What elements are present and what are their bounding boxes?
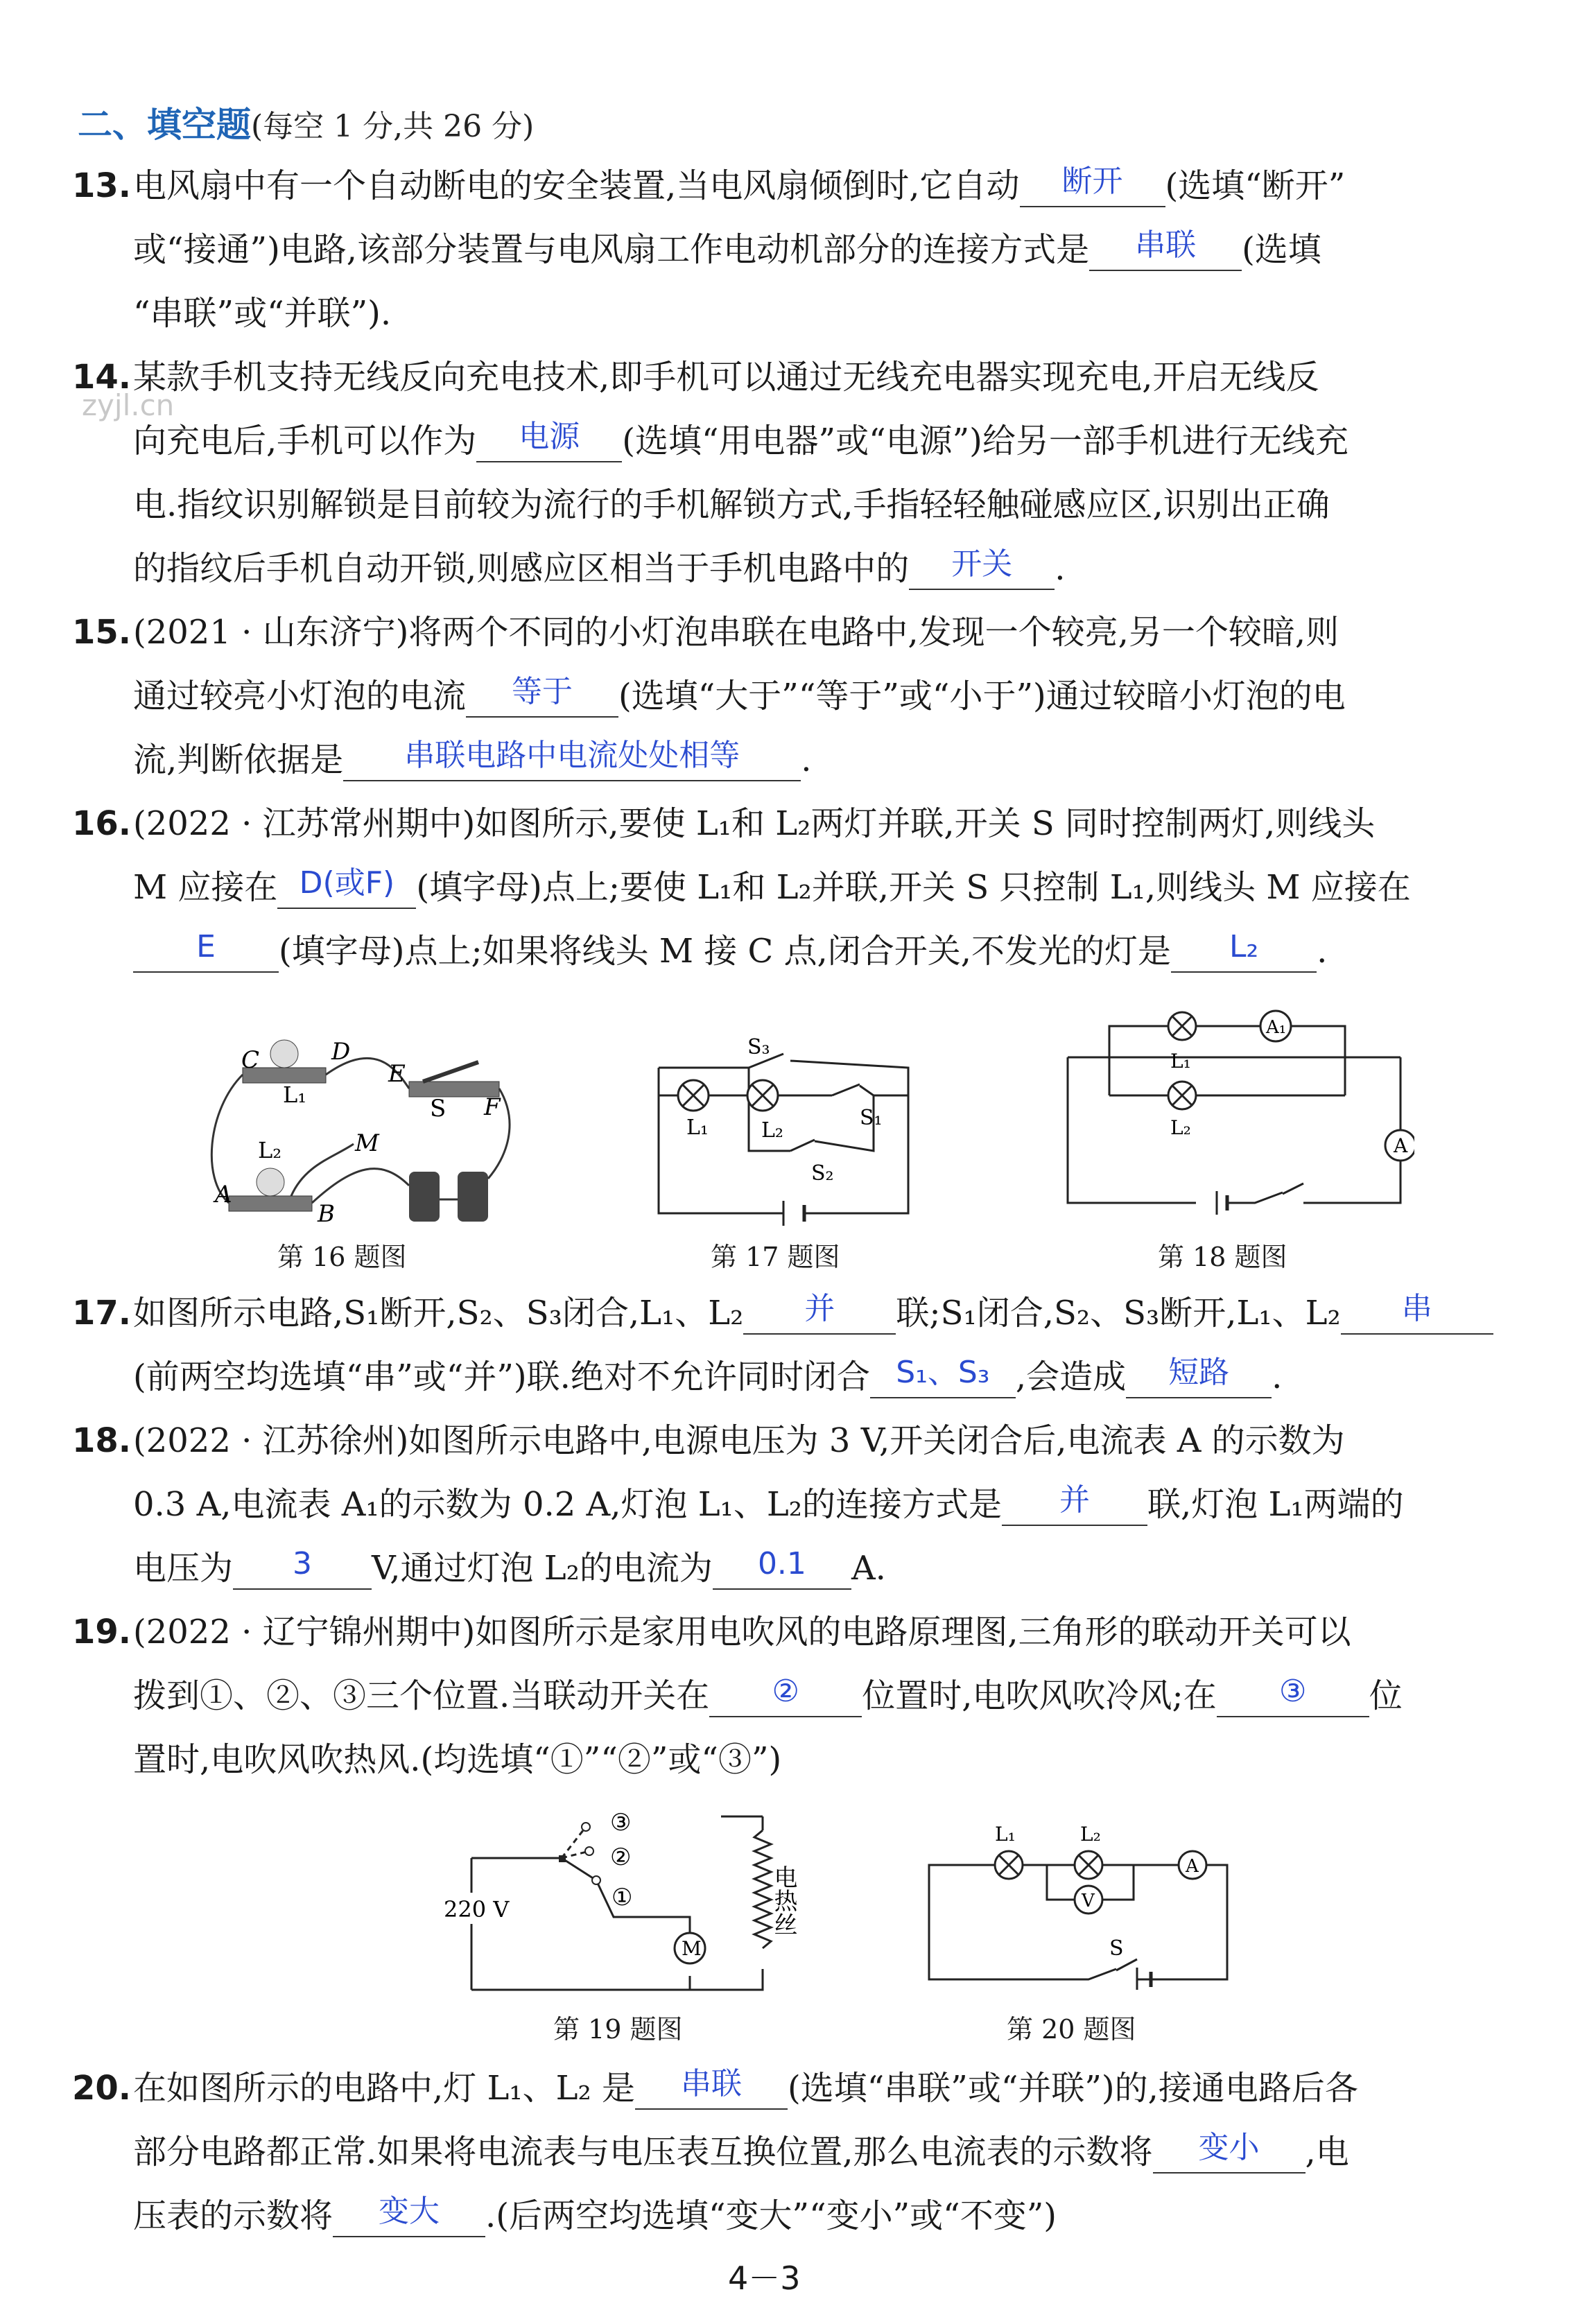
q15-line-3: [133, 739, 812, 781]
lamp-l2-base: [229, 1196, 312, 1211]
figure-16-circuit-photo: [201, 1026, 527, 1234]
page-number: 4－3: [728, 2259, 801, 2297]
switch-s1: [832, 1084, 860, 1095]
figure-17-circuit: [645, 1026, 922, 1227]
q19-line-3: [133, 1739, 781, 1780]
answer-text: 串: [1401, 1291, 1432, 1326]
label-d: D: [331, 1038, 351, 1066]
answer-text: 电源: [519, 419, 580, 454]
label-c: C: [241, 1046, 260, 1074]
switch-s: [1283, 1183, 1303, 1194]
q20-text: 压表的示数将: [133, 2196, 333, 2235]
answer-text: 并: [1059, 1482, 1090, 1518]
q18-line-1: [133, 1420, 1345, 1461]
q18-text: 电压为: [133, 1549, 234, 1588]
label-s3: S₃: [747, 1035, 770, 1059]
battery-1: [409, 1172, 440, 1222]
answer-blank[interactable]: [133, 929, 279, 973]
q19-text: (2022 · 辽宁锦州期中)如图所示是家用电吹风的电路原理图,三角形的联动开关可以: [133, 1613, 1351, 1651]
q15-text: 流,判断依据是: [133, 740, 344, 779]
q14-line-3: [133, 484, 1330, 526]
bulb-l2: [257, 1168, 284, 1196]
answer-text: 0.1: [757, 1546, 806, 1581]
q20-text: ,电: [1305, 2133, 1349, 2171]
label-220v: 220 V: [444, 1896, 510, 1923]
answer-blank[interactable]: [909, 546, 1055, 590]
label-b: B: [318, 1200, 335, 1228]
label-s2: S₂: [811, 1161, 834, 1186]
q16-line-2: [133, 867, 1411, 909]
figure-20-caption: 第 20 题图: [1007, 2014, 1136, 2045]
figure-20-circuit: [915, 1803, 1241, 1990]
answer-blank[interactable]: [1089, 227, 1242, 271]
q18-line-2: [133, 1484, 1404, 1526]
q17-text: 如图所示电路,S₁断开,S₂、S₃闭合,L₁、L₂: [133, 1294, 744, 1333]
q20-line-2: [133, 2131, 1349, 2174]
q17-text: ,会造成: [1015, 1357, 1127, 1396]
question-number-16: 16.: [72, 804, 132, 843]
q13-line-1: [133, 165, 1345, 207]
figure-19-caption: 第 19 题图: [553, 2014, 683, 2045]
q15-text: (2021 · 山东济宁)将两个不同的小灯泡串联在电路中,发现一个较亮,另一个较暗,则: [133, 613, 1339, 652]
answer-blank[interactable]: [1126, 1355, 1272, 1398]
watermark: zyjl.cn: [82, 388, 175, 422]
answer-text: ③: [1278, 1674, 1307, 1709]
q15-text: .: [801, 740, 812, 779]
label-s1: S₁: [860, 1106, 883, 1130]
q15-line-1: [133, 611, 1339, 653]
question-number-15: 15.: [72, 613, 132, 652]
q13-text: 或“接通”)电路,该部分装置与电风扇工作电动机部分的连接方式是: [133, 230, 1090, 269]
q20-line-1: [133, 2067, 1358, 2110]
label-l1: L₁: [1170, 1050, 1191, 1073]
q16-text: (填字母)点上;如果将线头 M 接 C 点,闭合开关,不发光的灯是: [279, 932, 1172, 971]
answer-blank[interactable]: [713, 1546, 851, 1590]
answer-text: 等于: [512, 674, 573, 709]
q19-line-1: [133, 1611, 1351, 1653]
answer-blank[interactable]: [1217, 1674, 1369, 1717]
answer-text: L₂: [1229, 929, 1259, 964]
answer-blank[interactable]: [1171, 929, 1317, 973]
question-number-14: 14.: [72, 358, 132, 397]
q13-text: 电风扇中有一个自动断电的安全装置,当电风扇倾倒时,它自动: [133, 166, 1020, 205]
label-a: A: [215, 1181, 232, 1208]
label-l1: L₁: [686, 1116, 709, 1140]
q18-text: 联,灯泡 L₁两端的: [1147, 1485, 1404, 1524]
q18-text: A.: [851, 1549, 886, 1588]
label-position-1: ①: [611, 1884, 633, 1911]
question-number-17: 17.: [72, 1294, 132, 1333]
label-a: A: [1186, 1856, 1199, 1877]
label-l2: L₂: [1170, 1116, 1191, 1139]
bulb-l1: [270, 1040, 298, 1068]
q15-text: 通过较亮小灯泡的电流: [133, 677, 467, 715]
q16-text: (填字母)点上;要使 L₁和 L₂并联,开关 S 只控制 L₁,则线头 M 应接在: [416, 868, 1411, 907]
q19-text: 位置时,电吹风吹冷风;在: [862, 1676, 1217, 1715]
q13-text: (选填: [1242, 230, 1321, 269]
q17-line-2: [133, 1356, 1282, 1398]
q14-text: 某款手机支持无线反向充电技术,即手机可以通过无线充电器实现充电,开启无线反: [133, 358, 1319, 397]
question-number-13: 13.: [72, 166, 132, 205]
label-s: S: [1109, 1936, 1124, 1961]
answer-blank[interactable]: [1341, 1291, 1493, 1335]
q14-text: (选填“用电器”或“电源”)给另一部手机进行无线充: [622, 422, 1348, 460]
q15-text: (选填“大于”“等于”或“小于”)通过较暗小灯泡的电: [618, 677, 1346, 715]
label-v: V: [1082, 1891, 1095, 1911]
answer-blank[interactable]: [743, 1291, 896, 1335]
q14-line-4: [133, 548, 1066, 590]
label-l2: L₂: [258, 1137, 282, 1163]
section-note: (每空 1 分,共 26 分): [251, 109, 535, 144]
q17-text: (前两空均选填“串”或“并”)联.绝对不允许同时闭合: [133, 1357, 870, 1396]
label-l2: L₂: [1080, 1823, 1101, 1846]
q14-text: 向充电后,手机可以作为: [133, 422, 477, 460]
wire-m: [291, 1144, 354, 1196]
label-a: A: [1394, 1134, 1408, 1157]
q19-text: 拨到①、②、③三个位置.当联动开关在: [133, 1676, 710, 1715]
switch-s2: [790, 1140, 815, 1151]
label-l2: L₂: [761, 1118, 783, 1143]
q20-line-3: [133, 2195, 1057, 2237]
q17-text: 联;S₁闭合,S₂、S₃断开,L₁、L₂: [896, 1294, 1341, 1333]
battery-2: [458, 1172, 488, 1222]
q16-line-1: [133, 803, 1375, 844]
q13-line-2: [133, 229, 1321, 271]
section-title: [78, 97, 534, 147]
answer-text: 断开: [1061, 164, 1123, 199]
q15-line-2: [133, 675, 1346, 718]
q18-text: (2022 · 江苏徐州)如图所示电路中,电源电压为 3 V,开关闭合后,电流表 A 的示数为: [133, 1421, 1345, 1460]
figure-18-circuit: [1054, 998, 1414, 1220]
section-head: 二、填空题: [78, 105, 251, 145]
figure-18-caption: 第 18 题图: [1158, 1242, 1287, 1272]
question-number-19: 19.: [72, 1613, 132, 1651]
wire: [312, 1169, 409, 1203]
label-f: F: [484, 1093, 501, 1121]
label-l1: L₁: [283, 1082, 307, 1108]
q18-text: V,通过灯泡 L₂的电流为: [372, 1549, 713, 1588]
switch-lever: [423, 1062, 478, 1082]
question-number-18: 18.: [72, 1421, 132, 1460]
label-l1: L₁: [995, 1823, 1016, 1846]
answer-blank[interactable]: [233, 1546, 372, 1590]
answer-blank[interactable]: [333, 2194, 485, 2237]
figure-19-circuit: [430, 1803, 832, 2004]
q19-line-2: [133, 1675, 1403, 1717]
answer-blank[interactable]: [1002, 1482, 1147, 1526]
answer-text: ②: [772, 1674, 799, 1709]
q20-text: (选填“串联”或“并联”)的,接通电路后各: [788, 2069, 1358, 2108]
q18-text: 0.3 A,电流表 A₁的示数为 0.2 A,灯泡 L₁、L₂的连接方式是: [133, 1485, 1002, 1524]
q14-text: .: [1055, 549, 1066, 588]
q16-text: (2022 · 江苏常州期中)如图所示,要使 L₁和 L₂两灯并联,开关 S 同时控制两灯,则线头: [133, 804, 1376, 843]
q13-text: (选填“断开”: [1165, 166, 1346, 205]
label-position-3: ③: [610, 1809, 632, 1837]
q16-line-3: [133, 930, 1327, 973]
q20-text: 在如图所示的电路中,灯 L₁、L₂ 是: [133, 2069, 636, 2108]
q18-line-3: [133, 1547, 886, 1590]
answer-text: 串联: [681, 2066, 743, 2101]
answer-blank[interactable]: [870, 1355, 1016, 1398]
answer-blank[interactable]: [277, 865, 416, 909]
q17-text: .: [1272, 1357, 1283, 1396]
answer-blank[interactable]: [709, 1674, 862, 1717]
q19-text: 位: [1369, 1676, 1403, 1715]
answer-text: 串联电路中电流处处相等: [404, 738, 740, 773]
answer-text: S₁、S₃: [896, 1355, 990, 1390]
answer-blank[interactable]: [343, 738, 801, 781]
answer-blank[interactable]: [466, 674, 618, 718]
question-number-20: 20.: [72, 2069, 132, 2108]
label-e: E: [388, 1060, 406, 1088]
label-heater: 电热丝: [770, 1865, 797, 1936]
switch-s: [1116, 1959, 1137, 1970]
answer-text: 并: [804, 1291, 835, 1326]
answer-text: 开关: [951, 546, 1013, 582]
label-m: M: [355, 1129, 379, 1157]
label-motor: M: [682, 1937, 702, 1960]
q16-text: .: [1317, 932, 1328, 971]
answer-blank[interactable]: [1020, 164, 1165, 207]
q20-text: 部分电路都正常.如果将电流表与电压表互换位置,那么电流表的示数将: [133, 2133, 1153, 2171]
answer-text: 3: [293, 1546, 313, 1581]
figure-16-caption: 第 16 题图: [277, 1242, 407, 1272]
answer-text: 串联: [1135, 227, 1197, 263]
answer-text: 短路: [1168, 1355, 1230, 1390]
answer-text: D(或F): [299, 865, 395, 901]
answer-blank[interactable]: [476, 419, 622, 462]
q14-text: 电.指纹识别解锁是目前较为流行的手机解锁方式,手指轻轻触碰感应区,识别出正确: [133, 485, 1330, 524]
q14-line-2: [133, 420, 1348, 462]
q13-line-3: [133, 293, 391, 334]
label-a1: A₁: [1266, 1017, 1287, 1038]
answer-blank[interactable]: [635, 2066, 788, 2110]
q17-line-1: [133, 1292, 1493, 1335]
answer-text: 变小: [1198, 2130, 1260, 2165]
label-position-2: ②: [610, 1843, 632, 1871]
q20-text: .(后两空均选填“变大”“变小”或“不变”): [485, 2196, 1057, 2235]
answer-text: E: [196, 929, 216, 964]
q13-text: “串联”或“并联”).: [133, 294, 392, 333]
q14-text: 的指纹后手机自动开锁,则感应区相当于手机电路中的: [133, 549, 910, 588]
answer-blank[interactable]: [1153, 2130, 1306, 2174]
label-s: S: [430, 1095, 446, 1122]
figure-17-caption: 第 17 题图: [711, 1242, 840, 1272]
q19-text: 置时,电吹风吹热风.(均选填“①”“②”或“③”): [133, 1740, 782, 1779]
q16-text: M 应接在: [133, 868, 278, 907]
q14-line-1: [133, 356, 1319, 398]
answer-text: 变大: [379, 2194, 440, 2229]
joint: [559, 1855, 566, 1862]
